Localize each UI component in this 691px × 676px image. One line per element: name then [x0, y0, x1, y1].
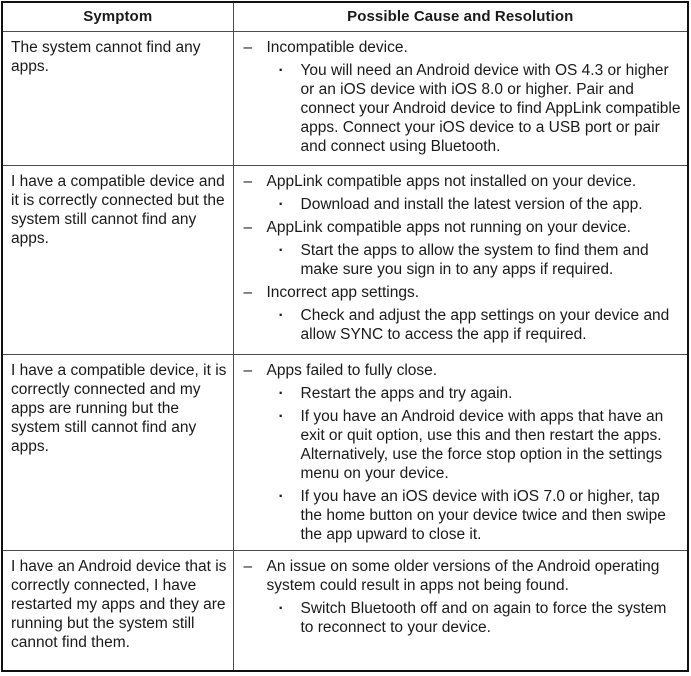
resolution-item: [277, 241, 682, 279]
cause-cell: [233, 166, 688, 355]
dash-bullet: –: [243, 558, 253, 575]
resolution-text: You will need an Android device with OS 4.3 or higher or an iOS device with iOS 8.0 or higher. Pair and connect your Android device to find AppLink compatible apps. Connect your iOS device to a USB port or pair and connect using Bluetooth.: [300, 62, 681, 155]
cause-text: An issue on some older versions of the Android operating system could result in apps not being found.: [266, 558, 660, 594]
table-row: [2, 166, 688, 355]
dash-bullet: –: [243, 173, 253, 190]
cause-item: [242, 218, 682, 279]
cause-text: Incompatible device.: [266, 39, 408, 56]
resolution-item: [277, 599, 682, 637]
dot-bullet: ·: [278, 242, 284, 259]
resolution-text: Restart the apps and try again.: [300, 385, 513, 402]
resolution-text: Check and adjust the app settings on your device and allow SYNC to access the app if required.: [300, 307, 670, 343]
symptom-cell: I have an Android device that is correctly connected, I have restarted my apps and they are running but the system still cannot find them.: [2, 551, 233, 671]
dot-bullet: ·: [278, 408, 284, 425]
dash-bullet: –: [243, 362, 253, 379]
dot-bullet: ·: [278, 196, 284, 213]
resolution-text: If you have an iOS device with iOS 7.0 or higher, tap the home button on your device twice and then swipe the app upward to close it.: [300, 488, 666, 543]
resolution-item: [277, 407, 682, 483]
cause-text: Incorrect app settings.: [266, 284, 419, 301]
table-row: [2, 355, 688, 551]
cause-item: [242, 361, 682, 544]
cause-text: AppLink compatible apps not running on your device.: [266, 219, 631, 236]
dot-bullet: ·: [278, 600, 284, 617]
resolution-item: [277, 306, 682, 344]
dot-bullet: ·: [278, 307, 284, 324]
resolution-text: If you have an Android device with apps that have an exit or quit option, use this and then restart the apps. Alternatively, use the force stop option in the settings menu on your device.: [300, 408, 664, 482]
symptom-cell: The system cannot find any apps.: [2, 32, 233, 166]
dot-bullet: ·: [278, 385, 284, 402]
resolution-text: Download and install the latest version of the app.: [300, 196, 643, 213]
resolution-text: Switch Bluetooth off and on again to force the system to reconnect to your device.: [300, 600, 667, 636]
dash-bullet: –: [243, 39, 253, 56]
cause-text: Apps failed to fully close.: [266, 362, 438, 379]
cause-item: [242, 557, 682, 637]
cause-text: AppLink compatible apps not installed on your device.: [266, 173, 637, 190]
cause-item: [242, 38, 682, 156]
dot-bullet: ·: [278, 488, 284, 505]
cause-item: [242, 172, 682, 214]
dash-bullet: –: [243, 219, 253, 236]
column-header-cause: Possible Cause and Resolution: [233, 2, 688, 32]
resolution-item: [277, 487, 682, 544]
resolution-text: Start the apps to allow the system to find them and make sure you sign in to any apps if required.: [300, 242, 649, 278]
troubleshooting-table: [1, 1, 689, 672]
cause-cell: [233, 551, 688, 671]
dot-bullet: ·: [278, 62, 284, 79]
cause-item: [242, 283, 682, 344]
cause-cell: [233, 355, 688, 551]
resolution-item: [277, 195, 682, 214]
symptom-cell: I have a compatible device, it is correctly connected and my apps are running but the system still cannot find any apps.: [2, 355, 233, 551]
resolution-item: [277, 384, 682, 403]
resolution-item: [277, 61, 682, 156]
symptom-cell: I have a compatible device and it is correctly connected but the system still cannot find any apps.: [2, 166, 233, 355]
dash-bullet: –: [243, 284, 253, 301]
cause-cell: [233, 32, 688, 166]
column-header-symptom: Symptom: [2, 2, 233, 32]
table-row: [2, 32, 688, 166]
table-row: [2, 551, 688, 671]
table-header-row: [2, 2, 688, 32]
